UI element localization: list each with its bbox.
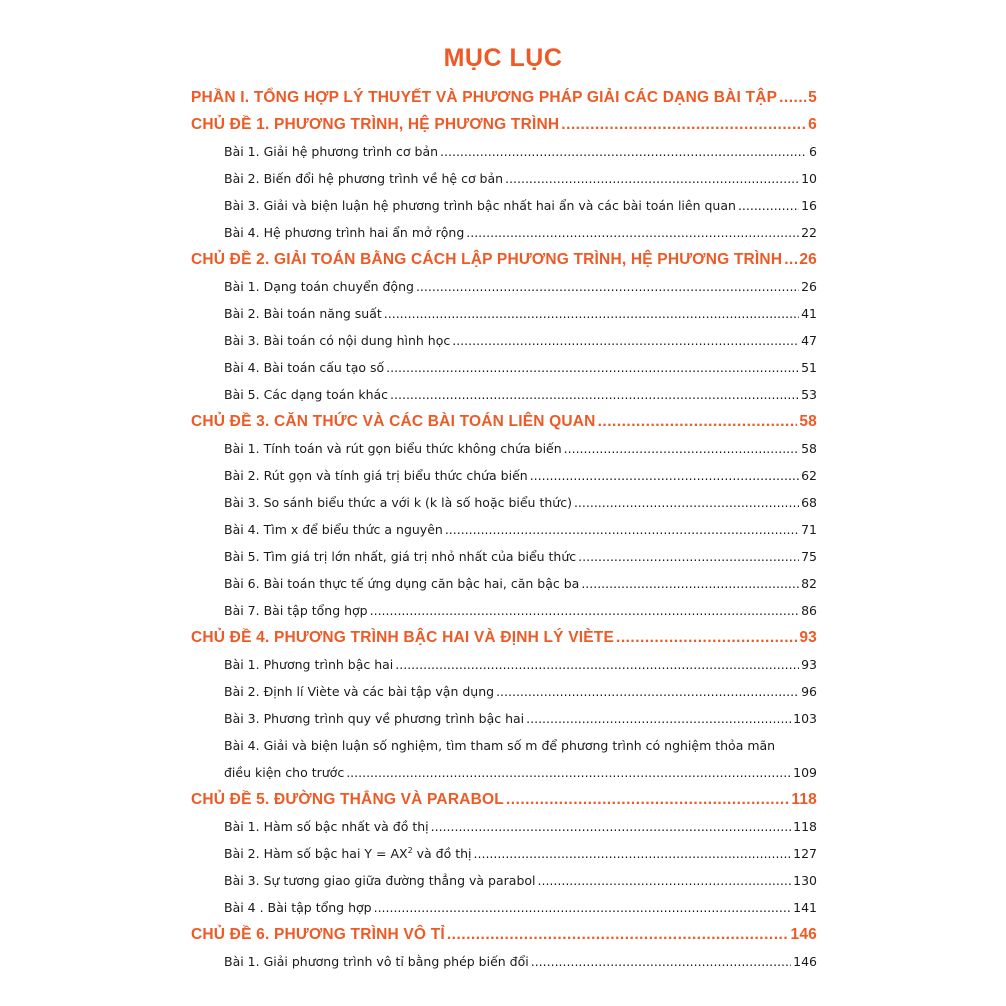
toc-entry-label: Bài 1. Tính toán và rút gọn biểu thức không chứa biến	[224, 441, 562, 456]
toc-entry-label: Bài 2. Rút gọn và tính giá trị biểu thức chứa biến	[224, 468, 528, 483]
toc-page-number: 118	[791, 791, 817, 808]
toc-lesson[interactable]	[191, 570, 817, 597]
toc-topic-1[interactable]	[191, 111, 817, 138]
toc-page-number: 71	[801, 522, 817, 537]
toc-page-number: 6	[808, 116, 817, 133]
page-title: MỤC LỤC	[443, 44, 563, 72]
toc-entry-label: CHỦ ĐỀ 6. PHƯƠNG TRÌNH VÔ TỈ	[191, 926, 445, 943]
toc-page-number: 141	[793, 900, 817, 915]
toc-lesson[interactable]	[191, 705, 817, 732]
toc-lesson[interactable]	[191, 840, 817, 867]
toc-entry-label: CHỦ ĐỀ 5. ĐƯỜNG THẲNG VÀ PARABOL	[191, 791, 504, 808]
dot-leader	[452, 327, 799, 354]
dot-leader	[440, 138, 807, 165]
toc-entry-label: Bài 1. Dạng toán chuyển động	[224, 279, 414, 294]
table-of-contents	[191, 84, 817, 975]
dot-leader	[370, 597, 799, 624]
dot-leader	[386, 354, 799, 381]
label-text: và đồ thị	[412, 846, 472, 861]
dot-leader	[346, 759, 791, 786]
dot-leader	[496, 678, 799, 705]
dot-leader	[474, 840, 792, 867]
dot-leader	[447, 921, 789, 948]
dot-leader	[784, 246, 797, 273]
dot-leader	[531, 948, 791, 975]
toc-page-number: 26	[799, 251, 817, 268]
toc-entry-label: Bài 5. Các dạng toán khác	[224, 387, 389, 402]
toc-entry-label: CHỦ ĐỀ 4. PHƯƠNG TRÌNH BẬC HAI VÀ ĐỊNH LÝ VIÈTE	[191, 629, 615, 646]
dot-leader	[564, 435, 799, 462]
toc-lesson[interactable]	[191, 489, 817, 516]
toc-entry-label: Bài 4. Tìm x để biểu thức a nguyên	[224, 522, 443, 537]
toc-entry-label: Bài 3. Phương trình quy về phương trình bậc hai	[224, 711, 525, 726]
toc-page-number: 93	[799, 629, 817, 646]
toc-page-number: 127	[793, 846, 817, 861]
toc-page-number: 82	[801, 576, 817, 591]
dot-leader	[506, 786, 789, 813]
toc-lesson[interactable]	[191, 273, 817, 300]
dot-leader	[390, 381, 799, 408]
toc-lesson[interactable]	[191, 516, 817, 543]
toc-page-number: 41	[801, 306, 817, 321]
toc-page-number: 6	[809, 144, 817, 159]
toc-page-number: 22	[801, 225, 817, 240]
toc-entry-label: Bài 6. Bài toán thực tế ứng dụng căn bậc hai, căn bậc ba	[224, 576, 580, 591]
dot-leader	[466, 219, 799, 246]
toc-lesson[interactable]	[191, 138, 817, 165]
toc-entry-label: Bài 3. Sự tương giao giữa đường thẳng và parabol	[224, 873, 536, 888]
toc-page-number: 86	[801, 603, 817, 618]
toc-part-1[interactable]	[191, 84, 817, 111]
toc-page-number: 16	[801, 198, 817, 213]
dot-leader	[505, 165, 799, 192]
toc-entry-label: Bài 3. Giải và biện luận hệ phương trình bậc nhất hai ẩn và các bài toán liên quan	[224, 198, 736, 213]
toc-entry-label: Bài 1. Giải phương trình vô tỉ bằng phép biến đổi	[224, 954, 529, 969]
toc-entry-label: PHẦN I. TỔNG HỢP LÝ THUYẾT VÀ PHƯƠNG PHÁP GIẢI CÁC DẠNG BÀI TẬP	[191, 89, 778, 106]
toc-lesson-continuation[interactable]	[191, 759, 817, 786]
dot-leader	[578, 543, 799, 570]
toc-lesson[interactable]	[191, 300, 817, 327]
toc-page-number: 146	[793, 954, 817, 969]
toc-page-number: 93	[801, 657, 817, 672]
toc-lesson[interactable]	[191, 813, 817, 840]
toc-entry-label: Bài 4. Giải và biện luận số nghiệm, tìm tham số m để phương trình có nghiệm thỏa mãn	[224, 738, 776, 753]
superscript: 2	[407, 845, 413, 855]
toc-page-number: 53	[801, 387, 817, 402]
dot-leader	[374, 894, 792, 921]
toc-lesson[interactable]	[191, 948, 817, 975]
toc-entry-label: Bài 7. Bài tập tổng hợp	[224, 603, 368, 618]
toc-lesson[interactable]	[191, 732, 817, 759]
dot-leader	[530, 462, 799, 489]
toc-entry-label: Bài 3. Bài toán có nội dung hình học	[224, 333, 451, 348]
toc-lesson[interactable]	[191, 597, 817, 624]
toc-page-number: 146	[790, 926, 817, 943]
toc-entry-label: Bài 4. Bài toán cấu tạo số	[224, 360, 385, 375]
toc-page-number: 58	[799, 413, 817, 430]
dot-leader	[395, 651, 799, 678]
toc-lesson[interactable]	[191, 165, 817, 192]
toc-page-number: 10	[801, 171, 817, 186]
dot-leader	[384, 300, 799, 327]
toc-lesson[interactable]	[191, 867, 817, 894]
toc-page-number: 130	[793, 873, 817, 888]
dot-leader	[738, 192, 799, 219]
toc-lesson[interactable]	[191, 435, 817, 462]
toc-lesson[interactable]	[191, 192, 817, 219]
toc-page-number: 47	[801, 333, 817, 348]
toc-lesson[interactable]	[191, 381, 817, 408]
toc-page-number: 26	[801, 279, 817, 294]
dot-leader	[581, 570, 799, 597]
dot-leader	[574, 489, 799, 516]
toc-entry-label: Bài 2. Biến đổi hệ phương trình về hệ cơ bản	[224, 171, 504, 186]
dot-leader	[598, 408, 798, 435]
toc-lesson[interactable]	[191, 894, 817, 921]
toc-entry-label: CHỦ ĐỀ 1. PHƯƠNG TRÌNH, HỆ PHƯƠNG TRÌNH	[191, 116, 560, 133]
toc-entry-label: Bài 3. So sánh biểu thức a với k (k là số hoặc biểu thức)	[224, 495, 572, 510]
label-text: Bài 2. Hàm số bậc hai Y = AX	[224, 846, 408, 861]
toc-entry-label: Bài 2. Bài toán năng suất	[224, 306, 382, 321]
toc-topic-4[interactable]	[191, 624, 817, 651]
toc-lesson[interactable]	[191, 651, 817, 678]
toc-entry-label: CHỦ ĐỀ 2. GIẢI TOÁN BẰNG CÁCH LẬP PHƯƠNG TRÌNH, HỆ PHƯƠNG TRÌNH	[191, 251, 783, 268]
dot-leader	[779, 84, 806, 111]
toc-topic-6[interactable]	[191, 921, 817, 948]
toc-lesson[interactable]	[191, 678, 817, 705]
toc-page-number: 58	[801, 441, 817, 456]
toc-topic-2[interactable]	[191, 246, 817, 273]
toc-page-number: 75	[801, 549, 817, 564]
toc-entry-label: CHỦ ĐỀ 3. CĂN THỨC VÀ CÁC BÀI TOÁN LIÊN QUAN	[191, 413, 596, 430]
toc-page-number: 96	[801, 684, 817, 699]
toc-entry-label: Bài 4 . Bài tập tổng hợp	[224, 900, 372, 915]
toc-topic-3[interactable]	[191, 408, 817, 435]
toc-topic-5[interactable]	[191, 786, 817, 813]
toc-page-number: 103	[793, 711, 817, 726]
toc-page-number: 109	[793, 765, 817, 780]
toc-page-number: 118	[793, 819, 817, 834]
toc-entry-label: Bài 5. Tìm giá trị lớn nhất, giá trị nhỏ nhất của biểu thức	[224, 549, 577, 564]
toc-lesson[interactable]	[191, 543, 817, 570]
toc-entry-label: Bài 1. Giải hệ phương trình cơ bản	[224, 144, 439, 159]
toc-entry-label: Bài 1. Phương trình bậc hai	[224, 657, 394, 672]
dot-leader	[416, 273, 799, 300]
toc-entry-label: Bài 2. Định lí Viète và các bài tập vận dụng	[224, 684, 495, 699]
toc-lesson[interactable]	[191, 354, 817, 381]
dot-leader	[538, 867, 792, 894]
dot-leader	[526, 705, 791, 732]
dot-leader	[445, 516, 799, 543]
dot-leader	[616, 624, 797, 651]
toc-lesson[interactable]	[191, 327, 817, 354]
toc-entry-label: Bài 4. Hệ phương trình hai ẩn mở rộng	[224, 225, 465, 240]
dot-leader	[431, 813, 792, 840]
toc-lesson[interactable]	[191, 462, 817, 489]
toc-entry-label: điều kiện cho trước	[224, 765, 345, 780]
toc-entry-label: Bài 1. Hàm số bậc nhất và đồ thị	[224, 819, 429, 834]
toc-page-number: 62	[801, 468, 817, 483]
toc-entry-label	[224, 840, 472, 867]
toc-page-number: 51	[801, 360, 817, 375]
toc-lesson[interactable]	[191, 219, 817, 246]
toc-page-number: 5	[808, 89, 817, 106]
dot-leader	[561, 111, 806, 138]
toc-page-number: 68	[801, 495, 817, 510]
